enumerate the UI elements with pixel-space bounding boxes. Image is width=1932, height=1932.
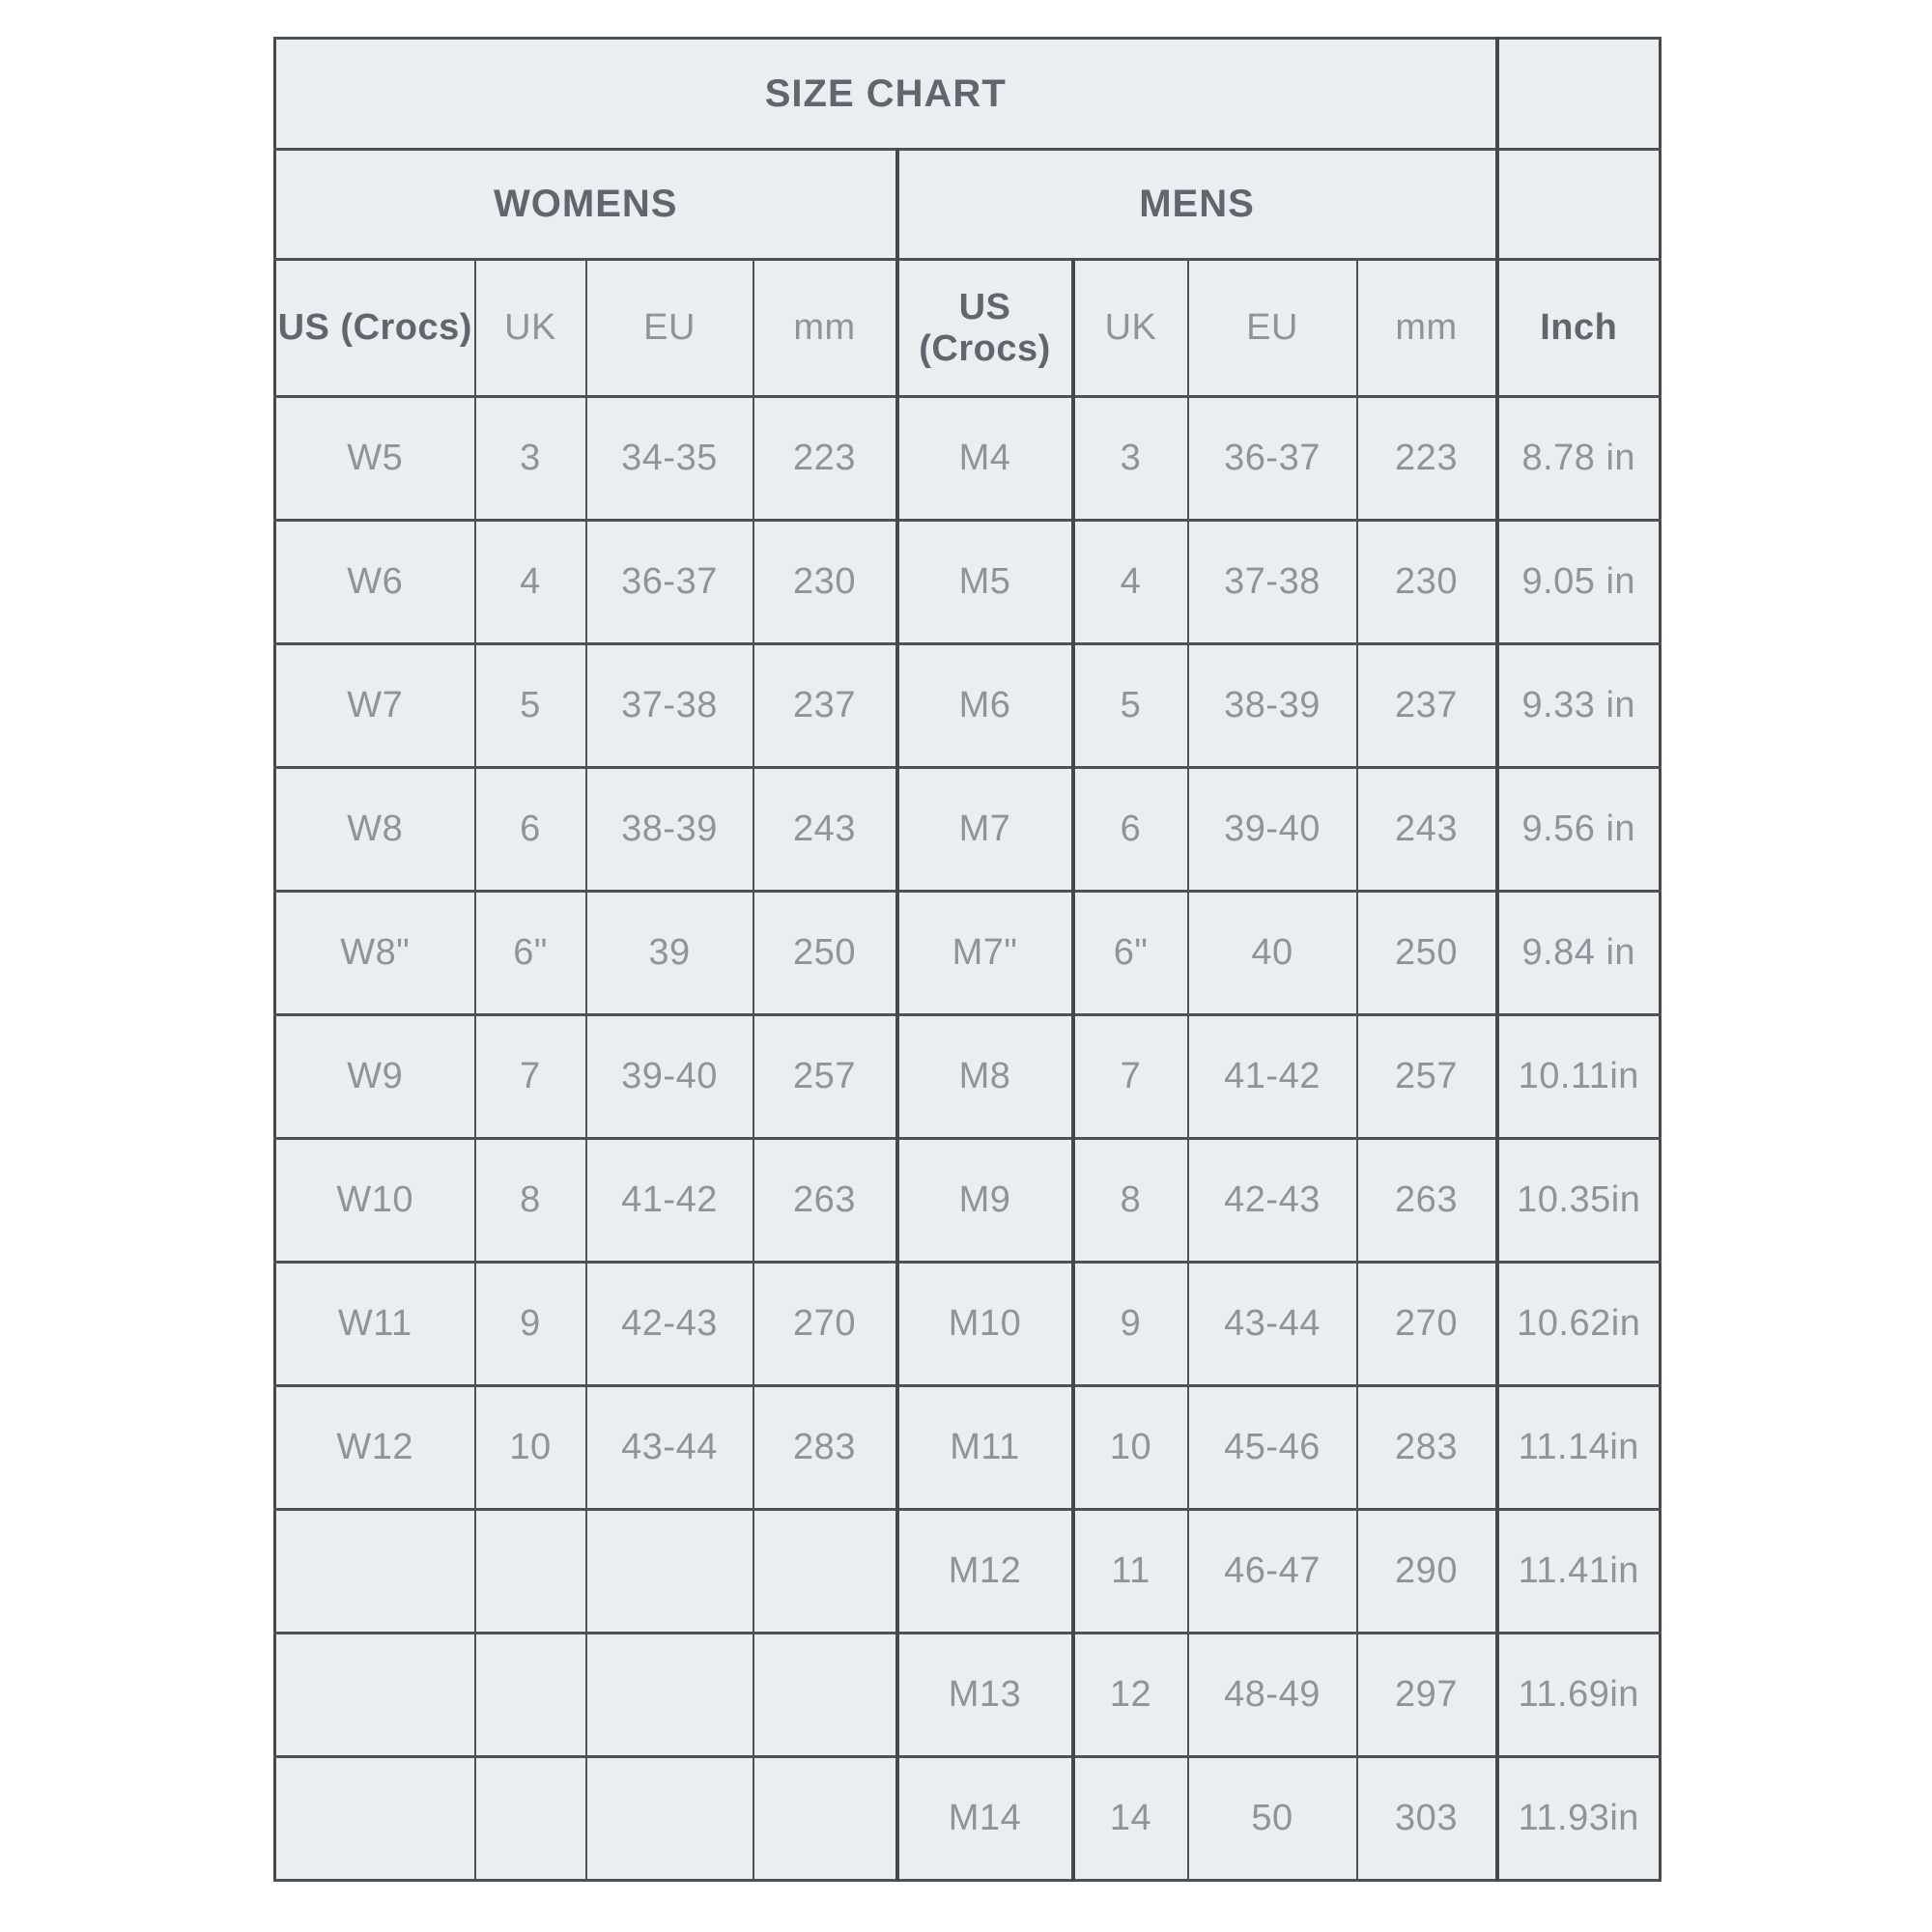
cell-uk-womens bbox=[475, 1634, 586, 1757]
col-header-uk-mens: UK bbox=[1073, 260, 1188, 397]
table-row bbox=[275, 1634, 1661, 1757]
cell-us-mens: M13 bbox=[897, 1634, 1073, 1757]
cell-eu-womens: 38-39 bbox=[586, 768, 753, 892]
cell-inch: 10.62in bbox=[1497, 1263, 1661, 1386]
cell-inch: 8.78 in bbox=[1497, 397, 1661, 521]
cell-us-mens: M12 bbox=[897, 1510, 1073, 1634]
table-row bbox=[275, 644, 1661, 768]
cell-us-womens: W6 bbox=[275, 521, 475, 644]
cell-us-mens: M11 bbox=[897, 1386, 1073, 1510]
cell-uk-mens: 6" bbox=[1073, 892, 1188, 1015]
cell-us-mens: M7 bbox=[897, 768, 1073, 892]
col-header-mm-womens: mm bbox=[753, 260, 897, 397]
cell-eu-mens: 38-39 bbox=[1188, 644, 1357, 768]
cell-mm-womens: 257 bbox=[753, 1015, 897, 1139]
cell-uk-mens: 10 bbox=[1073, 1386, 1188, 1510]
cell-inch: 11.14in bbox=[1497, 1386, 1661, 1510]
cell-mm-womens: 237 bbox=[753, 644, 897, 768]
cell-us-mens: M8 bbox=[897, 1015, 1073, 1139]
table-title: SIZE CHART bbox=[275, 39, 1497, 150]
cell-mm-mens: 230 bbox=[1357, 521, 1497, 644]
cell-eu-womens: 34-35 bbox=[586, 397, 753, 521]
size-chart-container bbox=[273, 37, 1662, 1882]
table-row bbox=[275, 768, 1661, 892]
cell-uk-mens: 4 bbox=[1073, 521, 1188, 644]
cell-eu-mens: 46-47 bbox=[1188, 1510, 1357, 1634]
cell-uk-womens: 7 bbox=[475, 1015, 586, 1139]
table-row bbox=[275, 1510, 1661, 1634]
cell-uk-mens: 5 bbox=[1073, 644, 1188, 768]
cell-eu-womens bbox=[586, 1634, 753, 1757]
cell-mm-mens: 270 bbox=[1357, 1263, 1497, 1386]
cell-uk-womens: 6" bbox=[475, 892, 586, 1015]
cell-mm-mens: 223 bbox=[1357, 397, 1497, 521]
cell-us-mens: M14 bbox=[897, 1757, 1073, 1881]
table-row bbox=[275, 397, 1661, 521]
table-row bbox=[275, 1015, 1661, 1139]
cell-us-womens: W5 bbox=[275, 397, 475, 521]
table-row bbox=[275, 1139, 1661, 1263]
cell-us-womens bbox=[275, 1757, 475, 1881]
cell-mm-womens: 283 bbox=[753, 1386, 897, 1510]
cell-eu-mens: 41-42 bbox=[1188, 1015, 1357, 1139]
cell-mm-mens: 290 bbox=[1357, 1510, 1497, 1634]
cell-eu-womens bbox=[586, 1510, 753, 1634]
cell-uk-womens: 4 bbox=[475, 521, 586, 644]
cell-mm-womens: 230 bbox=[753, 521, 897, 644]
cell-mm-mens: 237 bbox=[1357, 644, 1497, 768]
cell-eu-mens: 36-37 bbox=[1188, 397, 1357, 521]
cell-inch: 11.41in bbox=[1497, 1510, 1661, 1634]
cell-eu-womens: 39-40 bbox=[586, 1015, 753, 1139]
cell-us-womens: W10 bbox=[275, 1139, 475, 1263]
cell-inch: 11.93in bbox=[1497, 1757, 1661, 1881]
cell-uk-mens: 12 bbox=[1073, 1634, 1188, 1757]
cell-us-womens: W9 bbox=[275, 1015, 475, 1139]
cell-mm-womens: 223 bbox=[753, 397, 897, 521]
cell-inch: 10.35in bbox=[1497, 1139, 1661, 1263]
cell-inch: 11.69in bbox=[1497, 1634, 1661, 1757]
cell-uk-mens: 9 bbox=[1073, 1263, 1188, 1386]
cell-uk-womens: 9 bbox=[475, 1263, 586, 1386]
cell-eu-mens: 37-38 bbox=[1188, 521, 1357, 644]
cell-eu-mens: 48-49 bbox=[1188, 1634, 1357, 1757]
cell-uk-mens: 3 bbox=[1073, 397, 1188, 521]
cell-inch: 10.11in bbox=[1497, 1015, 1661, 1139]
cell-inch: 9.33 in bbox=[1497, 644, 1661, 768]
cell-uk-womens: 5 bbox=[475, 644, 586, 768]
col-header-mm-mens: mm bbox=[1357, 260, 1497, 397]
cell-uk-womens: 8 bbox=[475, 1139, 586, 1263]
col-header-eu-mens: EU bbox=[1188, 260, 1357, 397]
cell-mm-womens: 243 bbox=[753, 768, 897, 892]
cell-inch: 9.56 in bbox=[1497, 768, 1661, 892]
cell-mm-womens: 270 bbox=[753, 1263, 897, 1386]
cell-eu-womens: 37-38 bbox=[586, 644, 753, 768]
cell-mm-womens bbox=[753, 1757, 897, 1881]
cell-us-womens: W12 bbox=[275, 1386, 475, 1510]
table-row-groups bbox=[275, 150, 1661, 260]
table-row bbox=[275, 892, 1661, 1015]
cell-us-womens: W7 bbox=[275, 644, 475, 768]
cell-eu-mens: 50 bbox=[1188, 1757, 1357, 1881]
cell-eu-mens: 39-40 bbox=[1188, 768, 1357, 892]
cell-mm-womens: 263 bbox=[753, 1139, 897, 1263]
empty-corner-cell bbox=[1497, 150, 1661, 260]
cell-us-mens: M9 bbox=[897, 1139, 1073, 1263]
cell-us-mens: M5 bbox=[897, 521, 1073, 644]
cell-us-mens: M10 bbox=[897, 1263, 1073, 1386]
table-row-column-headers bbox=[275, 260, 1661, 397]
cell-uk-womens: 6 bbox=[475, 768, 586, 892]
group-header-mens: MENS bbox=[897, 150, 1497, 260]
cell-eu-womens bbox=[586, 1757, 753, 1881]
cell-eu-mens: 42-43 bbox=[1188, 1139, 1357, 1263]
cell-mm-mens: 297 bbox=[1357, 1634, 1497, 1757]
cell-uk-mens: 7 bbox=[1073, 1015, 1188, 1139]
cell-inch: 9.05 in bbox=[1497, 521, 1661, 644]
cell-eu-womens: 42-43 bbox=[586, 1263, 753, 1386]
cell-eu-mens: 40 bbox=[1188, 892, 1357, 1015]
cell-mm-womens bbox=[753, 1510, 897, 1634]
cell-us-womens bbox=[275, 1634, 475, 1757]
cell-eu-mens: 45-46 bbox=[1188, 1386, 1357, 1510]
cell-mm-womens: 250 bbox=[753, 892, 897, 1015]
cell-eu-womens: 39 bbox=[586, 892, 753, 1015]
table-row bbox=[275, 1263, 1661, 1386]
cell-mm-mens: 263 bbox=[1357, 1139, 1497, 1263]
cell-us-womens bbox=[275, 1510, 475, 1634]
cell-uk-mens: 6 bbox=[1073, 768, 1188, 892]
cell-uk-mens: 8 bbox=[1073, 1139, 1188, 1263]
table-row bbox=[275, 1386, 1661, 1510]
cell-mm-mens: 283 bbox=[1357, 1386, 1497, 1510]
cell-uk-womens: 10 bbox=[475, 1386, 586, 1510]
col-header-inch: Inch bbox=[1497, 260, 1661, 397]
cell-eu-mens: 43-44 bbox=[1188, 1263, 1357, 1386]
cell-eu-womens: 41-42 bbox=[586, 1139, 753, 1263]
cell-uk-mens: 11 bbox=[1073, 1510, 1188, 1634]
cell-mm-womens bbox=[753, 1634, 897, 1757]
col-header-us-womens: US (Crocs) bbox=[275, 260, 475, 397]
cell-eu-womens: 36-37 bbox=[586, 521, 753, 644]
table-row bbox=[275, 1757, 1661, 1881]
cell-us-mens: M7" bbox=[897, 892, 1073, 1015]
table-row bbox=[275, 521, 1661, 644]
size-chart-table bbox=[273, 37, 1662, 1882]
col-header-eu-womens: EU bbox=[586, 260, 753, 397]
cell-mm-mens: 257 bbox=[1357, 1015, 1497, 1139]
cell-uk-womens: 3 bbox=[475, 397, 586, 521]
cell-us-mens: M4 bbox=[897, 397, 1073, 521]
cell-us-mens: M6 bbox=[897, 644, 1073, 768]
table-row-title bbox=[275, 39, 1661, 150]
cell-inch: 9.84 in bbox=[1497, 892, 1661, 1015]
cell-mm-mens: 243 bbox=[1357, 768, 1497, 892]
cell-us-womens: W11 bbox=[275, 1263, 475, 1386]
cell-uk-womens bbox=[475, 1510, 586, 1634]
cell-mm-mens: 250 bbox=[1357, 892, 1497, 1015]
cell-uk-mens: 14 bbox=[1073, 1757, 1188, 1881]
col-header-uk-womens: UK bbox=[475, 260, 586, 397]
col-header-us-mens: US (Crocs) bbox=[897, 260, 1073, 397]
group-header-womens: WOMENS bbox=[275, 150, 897, 260]
cell-uk-womens bbox=[475, 1757, 586, 1881]
cell-eu-womens: 43-44 bbox=[586, 1386, 753, 1510]
cell-us-womens: W8 bbox=[275, 768, 475, 892]
cell-us-womens: W8" bbox=[275, 892, 475, 1015]
cell-mm-mens: 303 bbox=[1357, 1757, 1497, 1881]
empty-corner-cell bbox=[1497, 39, 1661, 150]
